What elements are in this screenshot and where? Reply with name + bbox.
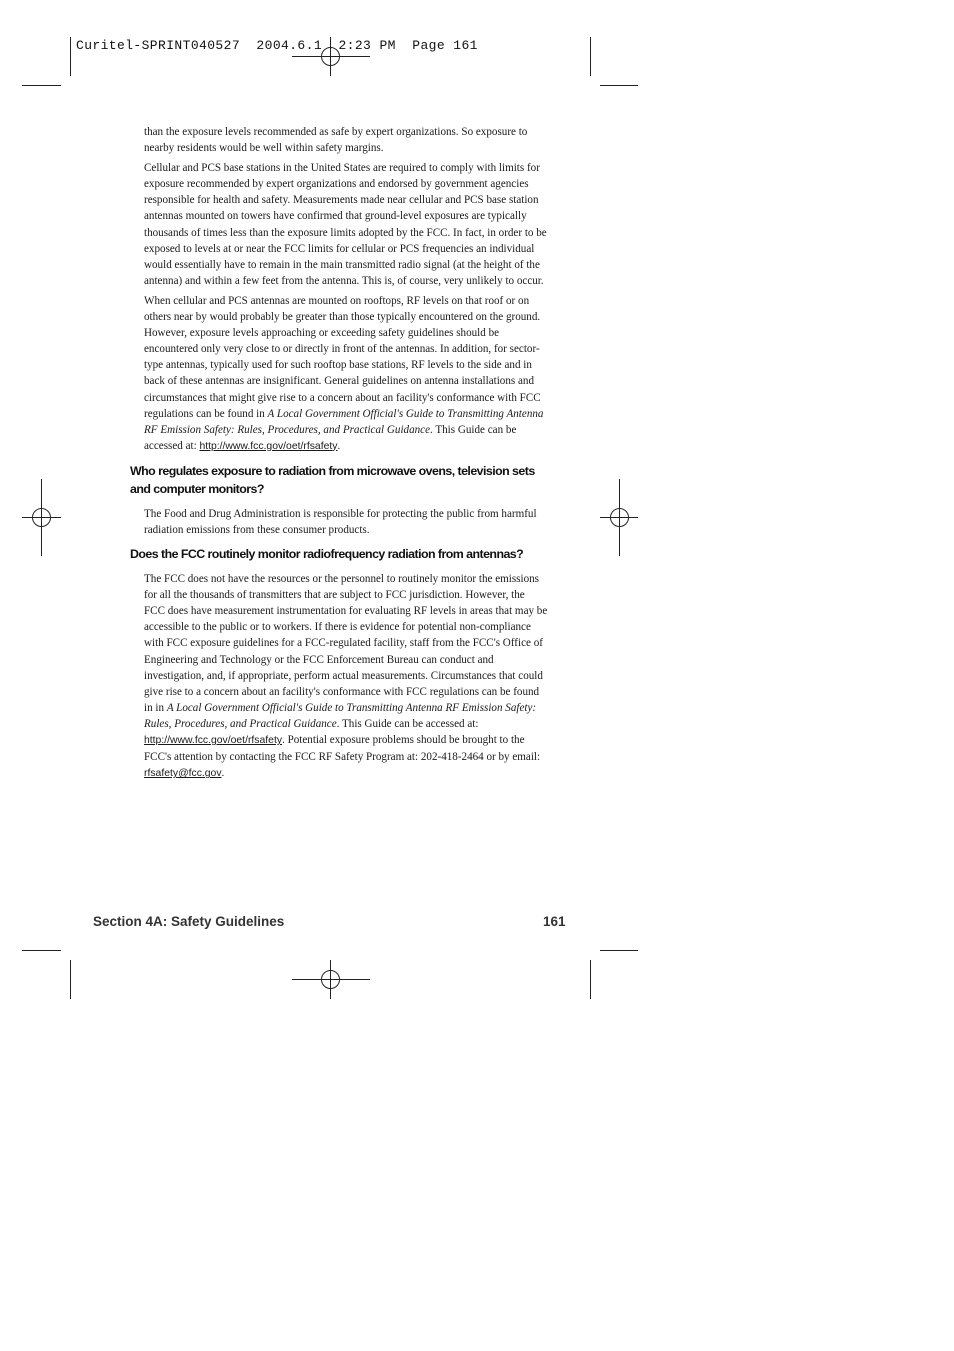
fcc-answer-text: The FCC does not have the resources or the personnel to routinely monitor the emissions for all the thousands of transmitters that are subject to FCC jurisdiction. However, the FCC does have measurement instrumentation for evaluating RF levels in areas that may be accessible to the public or to workers. If there is evidence for potential non-compliance with FCC exposure guidelines for a FCC-regulated facility, staff from the FCC's Office of Engineering and Technology or the FCC Enforcement Bureau can conduct and investigation, and, if appropriate, perform actual measurements. Circumstances that could give rise to a concern about an facility's conformance with FCC regulations can be found in in (144, 573, 548, 714)
guide-title-italic: A Local Government Official's Guide to Transmitting Antenna RF Emission Safety: Rules, Procedures, and Practical Guidance (144, 407, 544, 436)
rooftop-text: When cellular and PCS antennas are mounted on rooftops, RF levels on that roof or on others near by would probably be greater than those typically encountered on the ground. However, exposure levels approaching or exceeding safety guidelines should be encountered only very close to or directly in front of the antennas. In addition, for sector-type antennas, typically used for such rooftop base stations, RF levels to the side and in back of these antennas are insignificant. General guidelines on antenna installations and circumstances that might give rise to a concern about an facility's conformance with FCC regulations can be found in (144, 294, 541, 420)
fcc-answer-end: . (221, 767, 225, 780)
fcc-rfsafety-link[interactable]: http://www.fcc.gov/oet/rfsafety (199, 440, 338, 452)
paragraph-fda-answer: The Food and Drug Administration is responsible for protecting the public from harmful radiation emissions from these consumer products. (144, 507, 537, 536)
guide-title-italic-2: A Local Government Official's Guide to Transmitting Antenna RF Emission Safety: Rules, Procedures, and Practical Guidance (144, 701, 537, 730)
paragraph-fcc-monitoring-answer (144, 571, 548, 782)
rooftop-text-after: . This Guide can be accessed at: (144, 423, 517, 452)
question-heading-radiation-regulation: Who regulates exposure to radiation from microwave ovens, television sets and computer monitors? (130, 463, 535, 496)
fcc-answer-after-link: . Potential exposure problems should be brought to the FCC's attention by contacting the FCC RF Safety Program at: 202-418-2464 or by email: (144, 734, 541, 764)
question-heading-fcc-monitoring: Does the FCC routinely monitor radiofrequency radiation from antennas? (130, 547, 524, 562)
paragraph-rooftop-antennas (144, 293, 548, 455)
footer-section-title: Section 4A: Safety Guidelines (93, 914, 285, 929)
rooftop-end: . (337, 439, 341, 452)
footer-page-number: 161 (543, 914, 566, 929)
fcc-answer-after: . This Guide can be accessed at: (336, 717, 479, 730)
rfsafety-email-link[interactable]: rfsafety@fcc.gov (144, 768, 222, 780)
fcc-rfsafety-link-2[interactable]: http://www.fcc.gov/oet/rfsafety (144, 735, 283, 746)
paragraph-exposure-residents: than the exposure levels recommended as safe by expert organizations. So exposure to nearby residents would be well within safety margins. (144, 126, 528, 155)
page-content (130, 124, 548, 786)
printer-slug-line: Curitel-SPRINT040527 2004.6.1 2:23 PM Page 161 (76, 38, 478, 53)
paragraph-base-stations: Cellular and PCS base stations in the United States are required to comply with limits for exposure recommended by expert organizations and endorsed by government agencies responsible for health and safety. Measurements made near cellular and PCS base station antennas mounted on towers have confirmed that ground-level exposures are typically thousands of times less than the exposure limits adopted by the FCC. In fact, in order to be exposed to levels at or near the FCC limits for cellular or PCS frequencies an individual would essentially have to remain in the main transmitted radio signal (at the height of the antenna) and within a few feet from the antenna. This is, of course, very unlikely to occur. (144, 162, 547, 287)
